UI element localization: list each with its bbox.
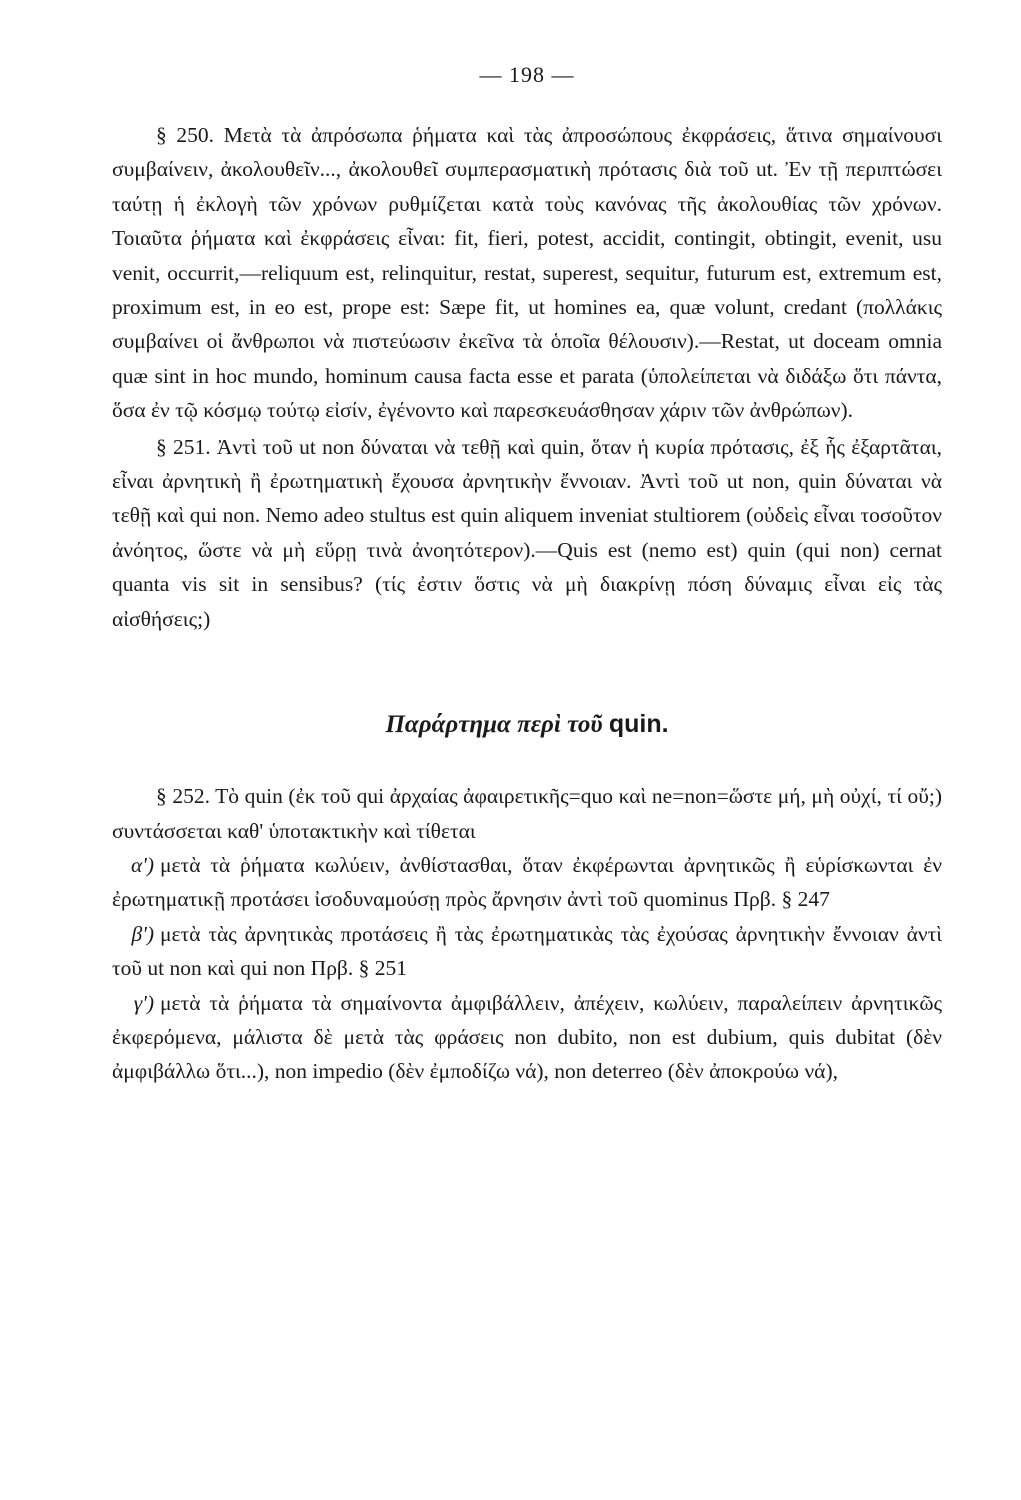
paragraph-252: § 252. Τὸ quin (ἐκ τοῦ qui ἀρχαίας ἀφαιρετικῆς=quo καὶ ne=non=ὥστε μή, μὴ οὐχί, τί οὔ;) συντάσσεται καθ' ὑποτακτικὴν καὶ τίθεται bbox=[112, 784, 942, 843]
section-heading bbox=[112, 710, 942, 739]
list-item-text: μετὰ τὰ ῥήματα τὰ σημαίνοντα ἀμφιβάλλειν, ἀπέχειν, κωλύειν, παραλείπειν ἀρνητικῶς ἐκφερόμενα, μάλιστα δὲ μετὰ τὰς φράσεις non dubito, non est dubium, quis dubitat (δὲν ἀμφιβάλλω ὅτι...), non impedio (δὲν ἐμποδίζω νά), non deterreo (δὲν ἀποκρούω νά), bbox=[112, 990, 942, 1084]
list-item-marker: β') bbox=[131, 921, 154, 946]
list-item-text: μετὰ τὰς ἀρνητικὰς προτάσεις ἢ τὰς ἐρωτηματικὰς τὰς ἐχούσας ἀρνητικὴν ἔννοιαν ἀντὶ τοῦ ut non καὶ qui non Πρβ. § 251 bbox=[112, 921, 942, 981]
paragraph-251: § 251. Ἀντὶ τοῦ ut non δύναται νὰ τεθῇ καὶ quin, ὅταν ἡ κυρία πρότασις, ἐξ ἧς ἐξαρτᾶται, εἶναι ἀρνητικὴ ἢ ἐρωτηματικὴ ἔχουσα ἀρνητικὴν ἔννοιαν. Ἀντὶ τοῦ ut non, quin δύναται νὰ τεθῇ καὶ qui non. Nemo adeo stultus est quin aliquem inveniat stultiorem (οὐδεὶς εἶναι τοσοῦτον ἀνόητος, ὥστε νὰ μὴ εὕρῃ τινὰ ἀνοητότερον).—Quis est (nemo est) quin (qui non) cernat quanta vis sit in sensibus? (τίς ἐστιν ὅστις νὰ μὴ διακρίνῃ πόση δύναμις εἶναι εἰς τὰς αἰσθήσεις;) bbox=[112, 434, 942, 631]
page-number: — 198 — bbox=[479, 62, 575, 87]
list-item-text: μετὰ τὰ ῥήματα κωλύειν, ἀνθίστασθαι, ὅταν ἐκφέρωνται ἀρνητικῶς ἢ εὑρίσκωνται ἐν ἐρωτηματικῇ προτάσει ἰσοδυναμούσῃ πρὸς ἄρνησιν ἀντὶ τοῦ quominus Πρβ. § 247 bbox=[112, 852, 942, 912]
paragraph-250: § 250. Μετὰ τὰ ἀπρόσωπα ῥήματα καὶ τὰς ἀπροσώπους ἐκφράσεις, ἅτινα σημαίνουσι συμβαίνειν, ἀκολουθεῖν..., ἀκολουθεῖ συμπερασματικὴ πρότασις διὰ τοῦ ut. Ἐν τῇ περιπτώσει ταύτῃ ἡ ἐκλογὴ τῶν χρόνων ρυθμίζεται κατὰ τοὺς κανόνας τῆς ἀκολουθίας τῶν χρόνων. Τοιαῦτα ῥήματα καὶ ἐκφράσεις εἶναι: fit, fieri, potest, accidit, contingit, obtingit, evenit, usu venit, occurrit,—reliquum est, relinquitur, restat, superest, sequitur, futurum est, extremum est, proximum est, in eo est, prope est: Sæpe fit, ut homines ea, quæ volunt, credant (πολλάκις συμβαίνει οἱ ἄνθρωποι νὰ πιστεύωσιν ἐκεῖνα τὰ ὁποῖα θέλουσιν).—Restat, ut doceam omnia quæ sint in hoc mundo, hominum causa facta esse et parata (ὑπολείπεται νὰ διδάξω ὅτι πάντα, ὅσα ἐν τῷ κόσμῳ τούτῳ εἰσίν, ἐγένοντο καὶ παρεσκευάσθησαν χάριν τῶν ἀνθρώπων). bbox=[112, 123, 942, 423]
section-heading-greek: Παράρτημα περὶ τοῦ bbox=[385, 711, 603, 739]
list-item bbox=[112, 848, 942, 917]
list-item-marker: γ') bbox=[133, 990, 154, 1015]
list-item bbox=[112, 917, 942, 986]
section-heading-latin: quin. bbox=[608, 710, 669, 739]
list-item bbox=[112, 986, 942, 1089]
list-item-marker: α') bbox=[130, 852, 154, 877]
book-page bbox=[112, 62, 942, 1089]
